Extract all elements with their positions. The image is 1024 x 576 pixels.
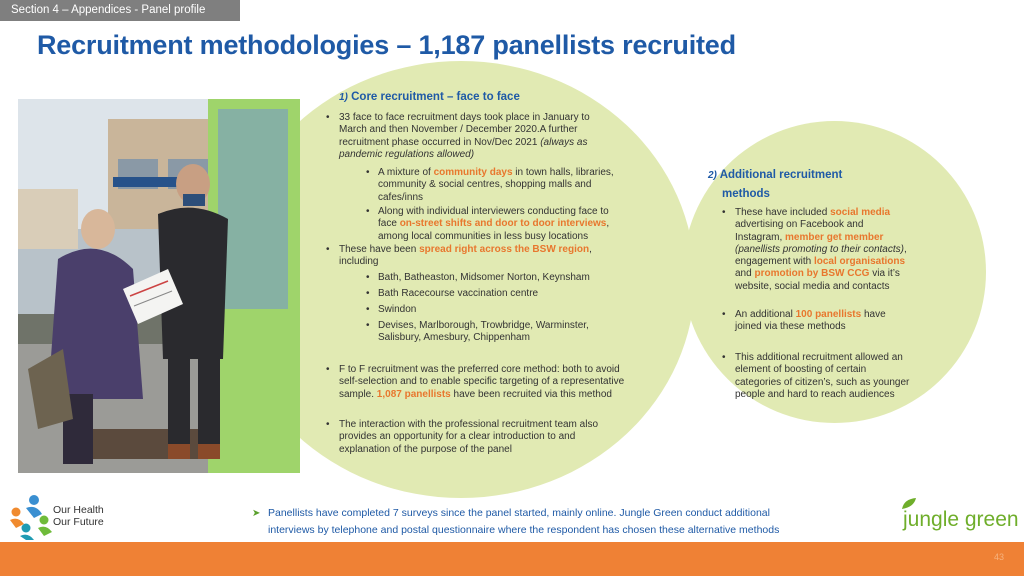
bullet-dot: • xyxy=(366,288,370,299)
bullet-dot: • xyxy=(366,272,370,283)
bullet-dot: • xyxy=(366,167,370,178)
core-bullet-3: F to F recruitment was the preferred core method: both to avoid self-selection and to enable specific targeting of a representative sample. 1,087 panellists have been recruited via this method xyxy=(339,364,625,400)
core-bullet-4: The interaction with the professional recruitment team also provides an opportunity for a clear introduction to and explanation of the purpose of the panel xyxy=(339,419,599,455)
logo-left-text: Our Health Our Future xyxy=(53,504,104,528)
bullet-dot: • xyxy=(326,364,330,375)
additional-bullet-3: This additional recruitment allowed an element of boosting of certain categories of citizen’s, such as younger people and hard to reach audiences xyxy=(735,352,910,400)
place-item: Swindon xyxy=(378,304,417,315)
jungle-green-wordmark: jungle green xyxy=(903,508,1019,531)
bullet-dot: • xyxy=(722,352,726,363)
footer-note: Panellists have completed 7 surveys since the panel started, mainly online. Jungle Green conduct additional interviews by telephone and postal questionnaire where the respondent has chosen these alternative methods xyxy=(268,507,780,536)
section-tab: Section 4 – Appendices - Panel profile xyxy=(0,0,240,21)
bullet-dot: • xyxy=(366,304,370,315)
bullet-dot: • xyxy=(326,419,330,430)
core-sub-bullet-2: Along with individual interviewers conducting face to face on-street shifts and door to door interviews, among local communities in less busy locations xyxy=(378,206,610,242)
page-title: Recruitment methodologies – 1,187 panellists recruited xyxy=(37,30,736,60)
people-logo-icon xyxy=(8,494,54,540)
core-sub-bullet-1: A mixture of community days in town halls, libraries, community & social centres, shopping malls and cafes/inns xyxy=(378,167,614,203)
bullet-dot: • xyxy=(722,309,726,320)
place-item: Devises, Marlborough, Trowbridge, Warminster, Salisbury, Amesbury, Chippenham xyxy=(378,320,589,344)
bullet-dot: • xyxy=(366,206,370,217)
bullet-dot: • xyxy=(326,112,330,123)
bullet-dot: • xyxy=(722,207,726,218)
additional-recruitment-heading-line2: methods xyxy=(722,188,770,200)
bullet-dot: • xyxy=(326,244,330,255)
bottom-bar xyxy=(0,542,1024,576)
page-number: 43 xyxy=(993,552,1004,562)
additional-bullet-2: An additional 100 panellists have joined via these methods xyxy=(735,309,886,333)
bullet-dot: • xyxy=(366,320,370,331)
recruitment-photo xyxy=(18,99,300,473)
place-item: Bath, Batheaston, Midsomer Norton, Keynsham xyxy=(378,272,590,283)
arrow-bullet-icon: ➤ xyxy=(252,508,261,519)
place-item: Bath Racecourse vaccination centre xyxy=(378,288,539,299)
core-bullet-1: 33 face to face recruitment days took place in January to March and then November / December 2020.A further recruitment phase occurred in Nov/Dec 2021 (always as pandemic regulations allowed) xyxy=(339,112,590,160)
core-bullet-2: These have been spread right across the BSW region, including xyxy=(339,244,592,268)
core-recruitment-heading: 1) Core recruitment – face to face xyxy=(339,91,520,103)
additional-recruitment-heading: 2) Additional recruitment xyxy=(708,169,843,181)
additional-bullet-1: These have included social media advertising on Facebook and Instagram, member get member (panellists promoting to their contacts), engagement with local organisations and promotion by BSW CCG via it’s website, social media and contacts xyxy=(735,207,907,292)
